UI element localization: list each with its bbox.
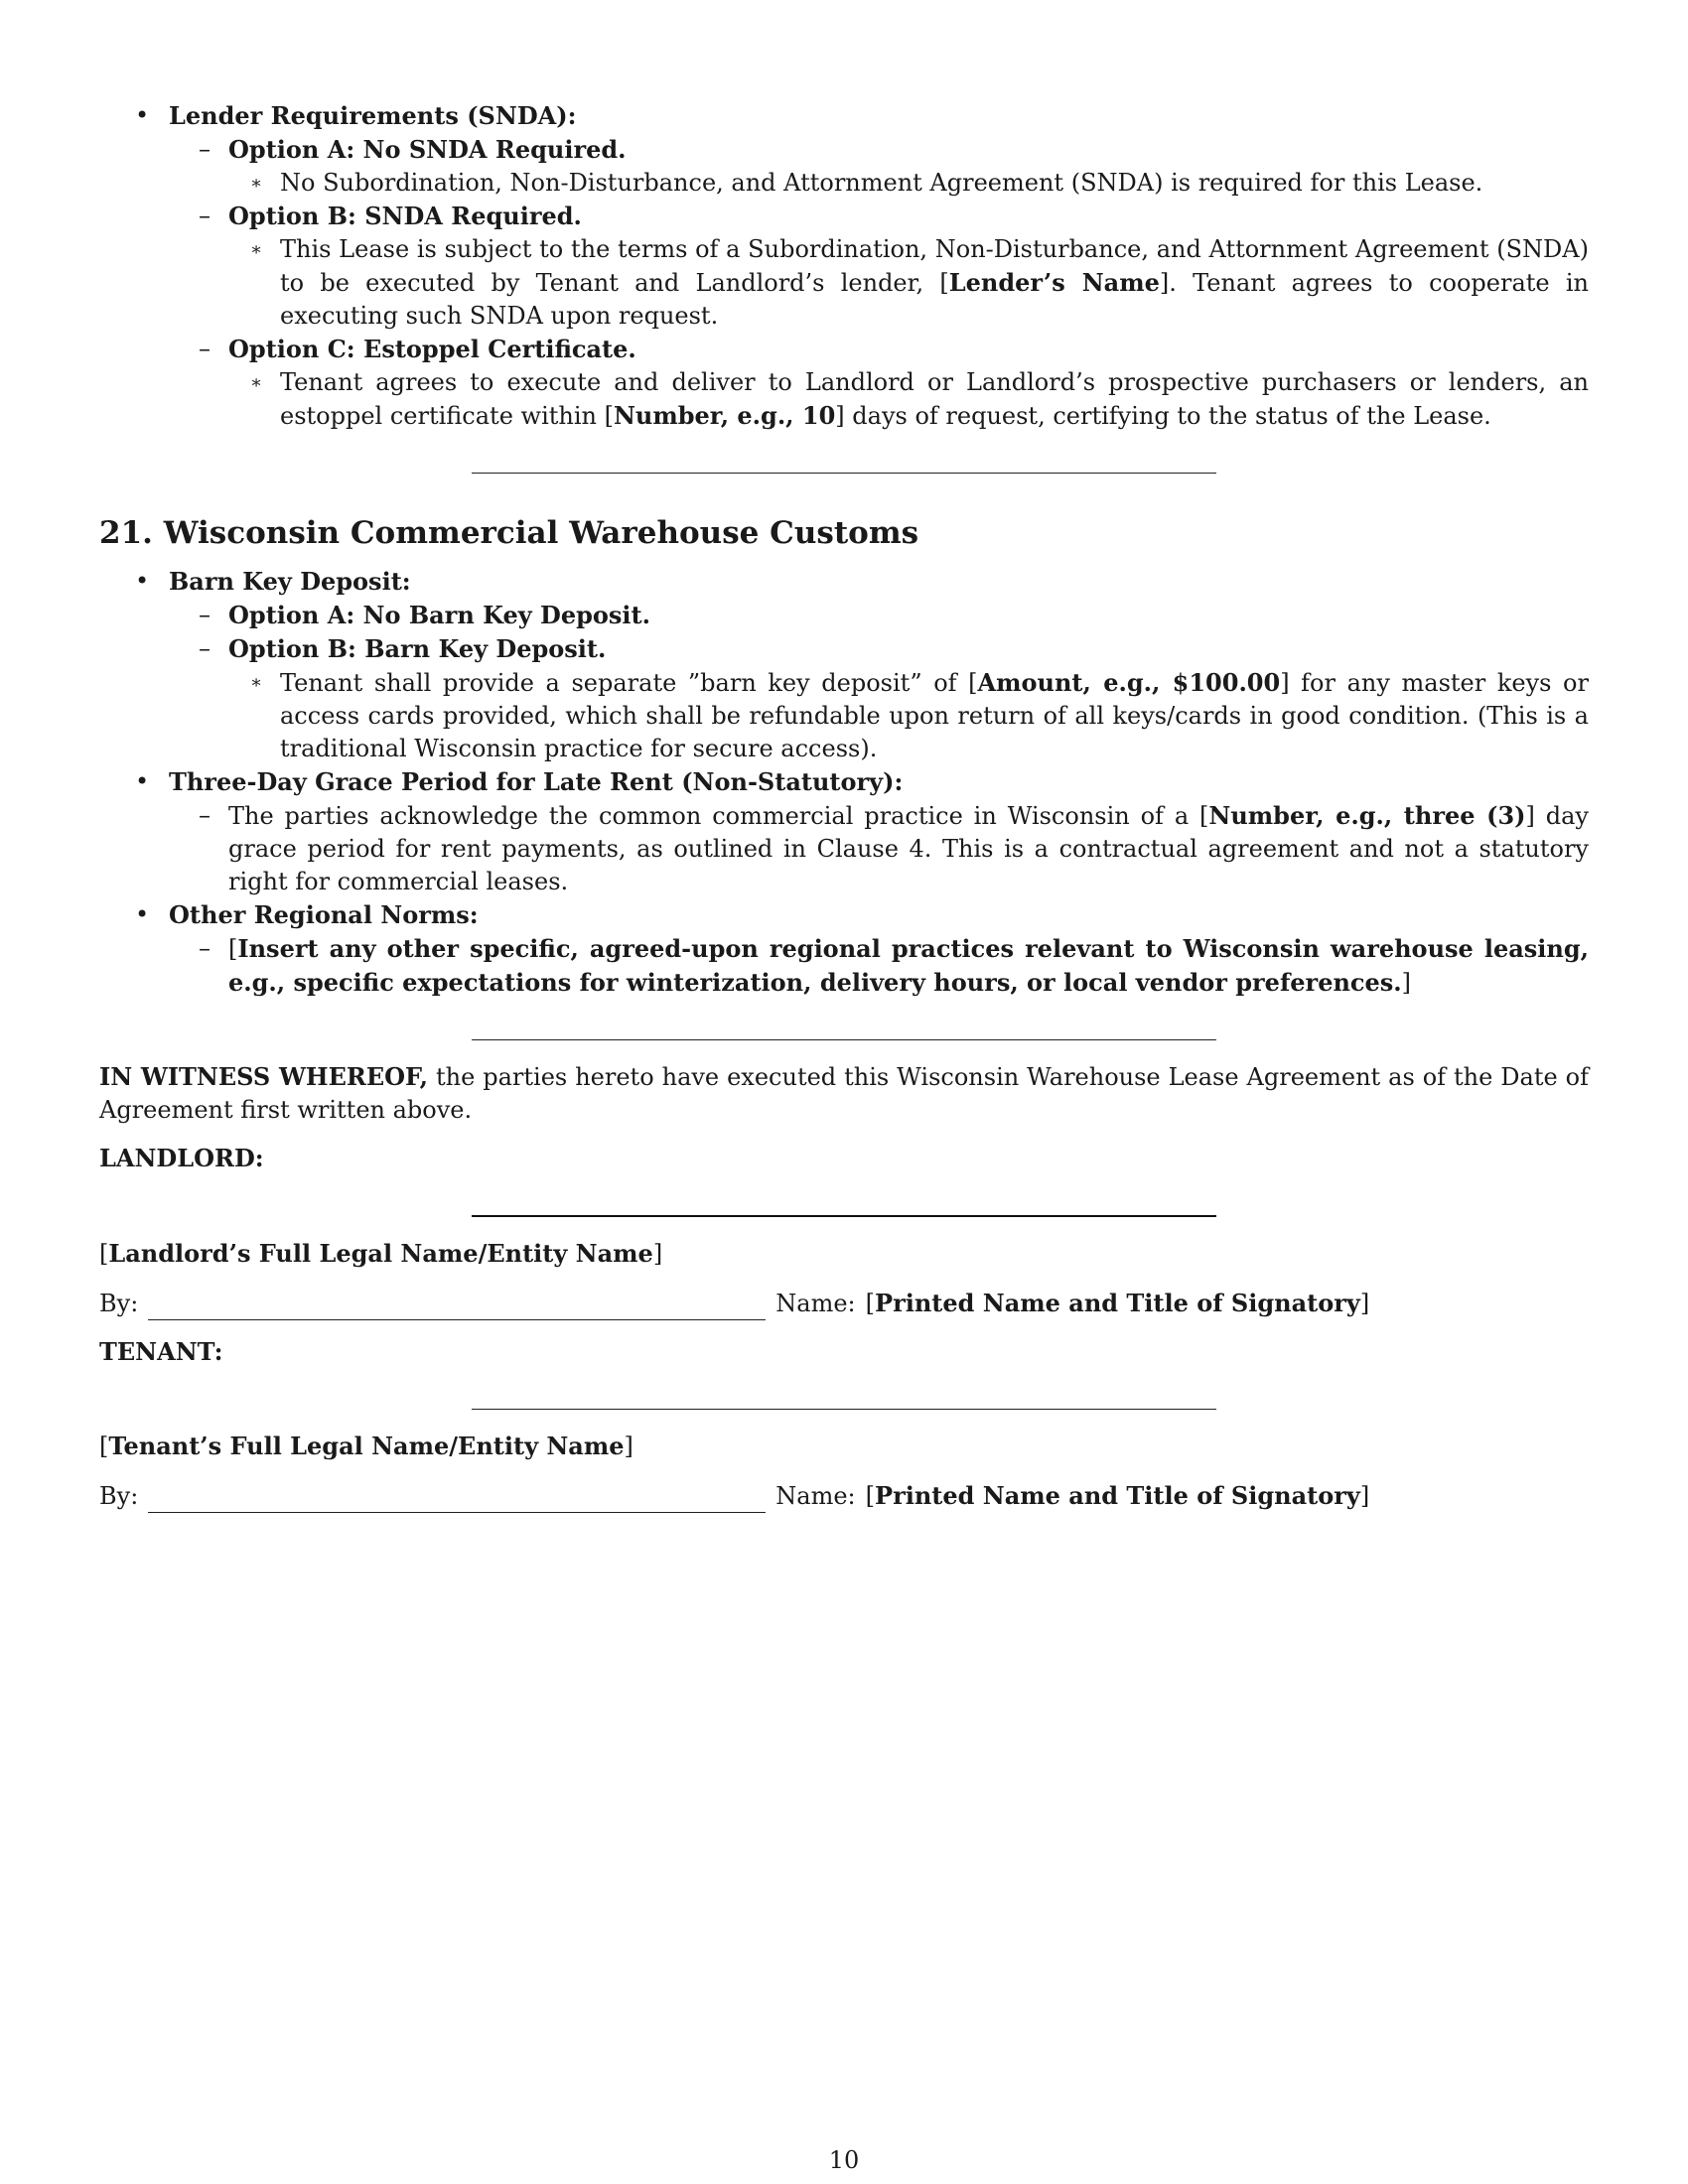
dash-marker: – <box>199 335 211 362</box>
star-marker: ∗ <box>250 173 263 194</box>
star-marker: ∗ <box>250 672 263 693</box>
grace-period-title: Three-Day Grace Period for Late Rent (Non-Statutory): <box>169 767 904 796</box>
lender-option-c-text: ∗ Tenant agrees to execute and deliver to Landlord or Landlord’s prospective purchasers or lenders, an estoppel certificate within [Number, e.g., 10] days of request, certifying to the status of the Lease. <box>250 368 1589 430</box>
barn-option-b-label: Option B: Barn Key Deposit. <box>228 634 607 663</box>
name-label: Name: <box>775 1290 856 1317</box>
lender-option-b-label: Option B: SNDA Required. <box>228 202 582 230</box>
grace-days-placeholder: Number, e.g., three (3) <box>1208 801 1526 830</box>
landlord-signatory-name: [Printed Name and Title of Signatory] <box>865 1289 1370 1317</box>
document-page <box>99 99 1589 1513</box>
barn-option-a-label: Option A: No Barn Key Deposit. <box>228 601 650 629</box>
by-label: By: <box>99 1482 139 1510</box>
lender-requirements-item <box>99 99 1589 133</box>
lender-option-a-label: Option A: No SNDA Required. <box>228 135 627 164</box>
tenant-signatory-name: [Printed Name and Title of Signatory] <box>865 1481 1370 1510</box>
barn-key-title: Barn Key Deposit: <box>169 567 411 596</box>
tenant-by-row <box>99 1479 1589 1513</box>
landlord-by-row <box>99 1287 1589 1320</box>
star-marker: ∗ <box>250 239 263 260</box>
tenant-signature-line[interactable] <box>472 1409 1216 1410</box>
lender-option-b <box>99 200 1589 233</box>
bullet-marker: • <box>135 900 150 928</box>
dash-marker: – <box>199 135 211 163</box>
lender-option-a-text: ∗ No Subordination, Non-Disturbance, and Attornment Agreement (SNDA) is required for this Lease. <box>99 167 1589 200</box>
dash-marker: – <box>199 601 211 628</box>
landlord-entity-name: [Landlord’s Full Legal Name/Entity Name] <box>99 1239 663 1268</box>
estoppel-days-placeholder: Number, e.g., 10 <box>613 401 836 430</box>
name-label: Name: <box>775 1482 856 1510</box>
grace-period-text: – The parties acknowledge the common commercial practice in Wisconsin of a [Number, e.g., three (3)] day grace period for rent payments, as outlined in Clause 4. This is a contractual agreement and not a statutory right for commercial leases. <box>199 801 1589 895</box>
by-label: By: <box>99 1290 139 1317</box>
dash-marker: – <box>199 202 211 229</box>
page-number: 10 <box>828 2146 860 2174</box>
bullet-marker: • <box>135 101 150 129</box>
bullet-marker: • <box>135 767 150 795</box>
section-divider <box>472 473 1216 474</box>
tenant-label: TENANT: <box>99 1337 223 1366</box>
lender-option-c <box>99 333 1589 366</box>
dash-marker: – <box>199 934 211 962</box>
landlord-label: LANDLORD: <box>99 1144 264 1172</box>
lender-requirements-title: Lender Requirements (SNDA): <box>169 101 577 130</box>
lender-option-c-label: Option C: Estoppel Certificate. <box>228 335 636 363</box>
landlord-by-signature-field[interactable] <box>148 1297 766 1320</box>
landlord-signature-line[interactable] <box>472 1215 1216 1217</box>
regional-norms-text: – [Insert any other specific, agreed-upon regional practices relevant to Wisconsin warehouse leasing, e.g., specific expectations for winterization, delivery hours, or local vendor preferences.] <box>199 934 1589 997</box>
witness-clause: IN WITNESS WHEREOF, the parties hereto have executed this Wisconsin Warehouse Lease Agreement as of the Date of Agreement first written above. <box>99 1062 1590 1124</box>
section-divider <box>472 1039 1216 1040</box>
star-marker: ∗ <box>250 372 263 393</box>
regional-norms-title: Other Regional Norms: <box>169 900 479 929</box>
tenant-entity-name: [Tenant’s Full Legal Name/Entity Name] <box>99 1432 633 1460</box>
dash-marker: – <box>199 634 211 662</box>
grace-period-item <box>99 765 1589 799</box>
barn-key-item <box>99 565 1589 599</box>
deposit-amount-placeholder: Amount, e.g., $100.00 <box>977 668 1281 697</box>
barn-option-a <box>99 599 1589 632</box>
witness-lead: IN WITNESS WHEREOF, <box>99 1062 429 1091</box>
dash-marker: – <box>199 801 211 829</box>
regional-norms-item <box>99 898 1589 932</box>
lender-option-b-text: ∗ This Lease is subject to the terms of a Subordination, Non-Disturbance, and Attornment Agreement (SNDA) to be executed by Tenant and Landlord’s lender, [Lender’s Name]. Tenant agrees to cooperate in executing such SNDA upon request. <box>250 235 1589 330</box>
regional-norms-placeholder: Insert any other specific, agreed-upon regional practices relevant to Wisconsin warehouse leasing, e.g., specific expectations for winterization, delivery hours, or local vendor preferences. <box>228 934 1589 997</box>
tenant-by-signature-field[interactable] <box>148 1490 766 1513</box>
lender-option-a <box>99 133 1589 167</box>
section-heading: 21. Wisconsin Commercial Warehouse Customs <box>99 515 919 551</box>
bullet-marker: • <box>135 567 150 595</box>
barn-option-b <box>99 632 1589 666</box>
barn-option-b-text: ∗ Tenant shall provide a separate ”barn key deposit” of [Amount, e.g., $100.00] for any master keys or access cards provided, which shall be refundable upon return of all keys/cards in good condition. (This is a traditional Wisconsin practice for secure access). <box>250 668 1589 762</box>
lender-name-placeholder: Lender’s Name <box>948 268 1160 297</box>
